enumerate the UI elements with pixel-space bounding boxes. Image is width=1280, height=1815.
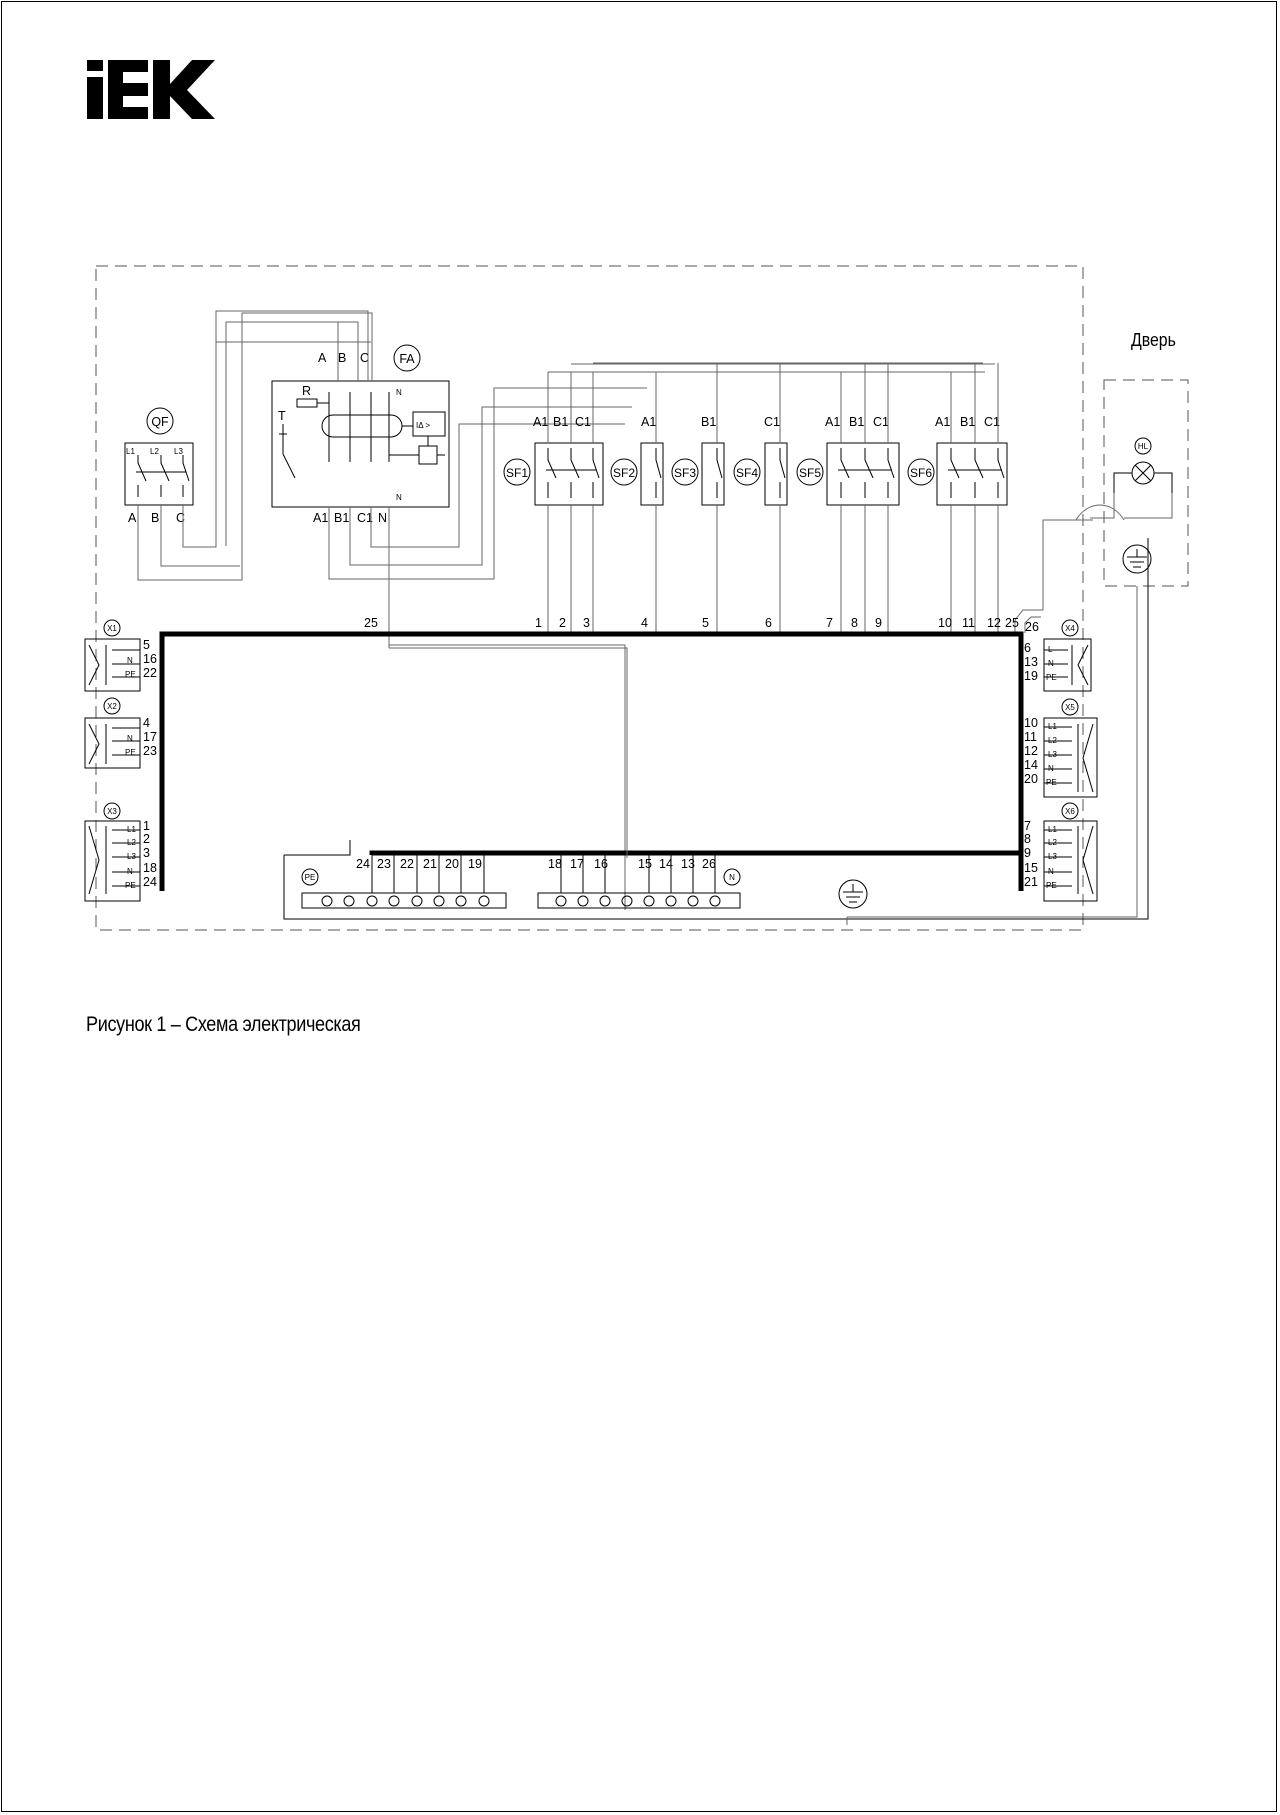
- svg-text:SF5: SF5: [798, 466, 822, 480]
- sf5-breaker: [797, 415, 899, 505]
- svg-text:L1: L1: [1048, 825, 1057, 834]
- svg-text:A1: A1: [533, 415, 549, 429]
- n-bar-label: N: [729, 873, 735, 882]
- svg-text:SF2: SF2: [612, 466, 636, 480]
- svg-text:N: N: [396, 388, 402, 397]
- svg-text:L2: L2: [127, 838, 136, 847]
- svg-text:3: 3: [583, 616, 590, 630]
- svg-text:L3: L3: [127, 852, 136, 861]
- ground-icon-door: [1123, 545, 1151, 573]
- svg-text:10: 10: [938, 616, 952, 630]
- svg-text:PE: PE: [1046, 778, 1057, 787]
- svg-text:N: N: [1048, 659, 1054, 668]
- lower-bus: [372, 853, 1021, 855]
- svg-text:8: 8: [851, 616, 858, 630]
- svg-text:X2: X2: [107, 702, 117, 711]
- svg-text:11: 11: [1024, 730, 1037, 744]
- terminal-rail: [284, 538, 1148, 919]
- svg-text:7: 7: [826, 616, 833, 630]
- sf2-breaker: [611, 415, 663, 505]
- svg-text:2: 2: [143, 832, 150, 846]
- svg-text:SF6: SF6: [909, 466, 933, 480]
- svg-text:9: 9: [875, 616, 882, 630]
- svg-text:L2: L2: [1048, 838, 1057, 847]
- svg-text:5: 5: [143, 638, 150, 652]
- svg-text:X4: X4: [1065, 624, 1075, 633]
- svg-text:26: 26: [1025, 620, 1039, 634]
- svg-text:4: 4: [143, 716, 150, 730]
- svg-text:18: 18: [143, 861, 157, 875]
- svg-text:C1: C1: [764, 415, 780, 429]
- svg-text:A: A: [128, 511, 137, 525]
- svg-text:L3: L3: [1048, 750, 1057, 759]
- svg-text:L: L: [1048, 645, 1053, 654]
- svg-text:PE: PE: [125, 748, 136, 757]
- svg-text:B1: B1: [334, 511, 350, 525]
- svg-text:N: N: [378, 511, 388, 525]
- svg-text:13: 13: [1024, 655, 1038, 669]
- door-outline: [1104, 380, 1188, 586]
- svg-text:A1: A1: [825, 415, 841, 429]
- cabinet-outline: [96, 266, 1083, 930]
- svg-text:13: 13: [681, 857, 695, 871]
- sf3-breaker: [672, 415, 724, 505]
- svg-text:C1: C1: [357, 511, 373, 525]
- svg-text:L1: L1: [127, 825, 136, 834]
- svg-text:12: 12: [1024, 744, 1038, 758]
- svg-text:23: 23: [377, 857, 391, 871]
- distribution-lines: [548, 363, 1093, 633]
- svg-text:16: 16: [594, 857, 608, 871]
- svg-text:R: R: [302, 384, 312, 398]
- svg-text:HL: HL: [1137, 442, 1149, 451]
- svg-text:N: N: [127, 867, 133, 876]
- door-label: Дверь: [1131, 330, 1176, 350]
- svg-text:X3: X3: [107, 807, 117, 816]
- socket-x6: [1024, 803, 1097, 901]
- svg-text:8: 8: [1024, 832, 1031, 846]
- svg-text:16: 16: [143, 652, 157, 666]
- svg-text:PE: PE: [1046, 673, 1057, 682]
- svg-text:22: 22: [143, 666, 157, 680]
- sf1-breaker: [504, 415, 603, 505]
- svg-text:L1: L1: [126, 447, 135, 456]
- svg-text:12: 12: [987, 616, 1001, 630]
- svg-text:SF3: SF3: [673, 466, 697, 480]
- svg-text:19: 19: [1024, 669, 1038, 683]
- svg-text:1: 1: [535, 616, 542, 630]
- svg-text:19: 19: [468, 857, 482, 871]
- qf-label: QF: [151, 415, 169, 429]
- svg-text:L3: L3: [174, 447, 183, 456]
- svg-text:L1: L1: [1048, 722, 1057, 731]
- svg-text:15: 15: [638, 857, 652, 871]
- svg-text:1: 1: [143, 819, 150, 833]
- svg-text:11: 11: [962, 616, 975, 630]
- svg-text:C: C: [360, 351, 370, 365]
- svg-text:SF1: SF1: [505, 466, 529, 480]
- svg-text:IΔ >: IΔ >: [416, 421, 431, 430]
- svg-text:22: 22: [400, 857, 414, 871]
- svg-text:C: C: [176, 511, 186, 525]
- svg-text:X5: X5: [1065, 703, 1075, 712]
- svg-text:PE: PE: [1046, 881, 1057, 890]
- svg-text:B1: B1: [701, 415, 717, 429]
- svg-text:17: 17: [143, 730, 157, 744]
- svg-text:2: 2: [559, 616, 566, 630]
- svg-text:C1: C1: [873, 415, 889, 429]
- sf6-breaker: [908, 415, 1007, 505]
- svg-text:3: 3: [143, 846, 150, 860]
- n-wire: [389, 645, 627, 858]
- pe-bar-label: PE: [304, 873, 316, 882]
- svg-text:B1: B1: [849, 415, 865, 429]
- figure-caption: Рисунок 1 – Схема электрическая: [86, 1013, 361, 1036]
- svg-text:26: 26: [702, 857, 716, 871]
- svg-text:18: 18: [548, 857, 562, 871]
- svg-text:A1: A1: [313, 511, 329, 525]
- svg-text:SF4: SF4: [735, 466, 759, 480]
- svg-text:PE: PE: [125, 670, 136, 679]
- svg-text:25: 25: [1005, 616, 1019, 630]
- svg-text:21: 21: [423, 857, 437, 871]
- ground-icon: [839, 880, 867, 908]
- svg-text:C1: C1: [984, 415, 1000, 429]
- svg-text:5: 5: [702, 616, 709, 630]
- svg-text:14: 14: [659, 857, 673, 871]
- svg-text:L3: L3: [1048, 852, 1057, 861]
- fa-rcd: [272, 345, 449, 525]
- svg-text:N: N: [1048, 867, 1054, 876]
- svg-text:17: 17: [570, 857, 584, 871]
- svg-text:6: 6: [765, 616, 772, 630]
- svg-text:15: 15: [1024, 861, 1038, 875]
- svg-text:7: 7: [1024, 819, 1031, 833]
- svg-text:B1: B1: [553, 415, 569, 429]
- svg-text:N: N: [127, 734, 133, 743]
- svg-text:25: 25: [364, 616, 378, 630]
- svg-text:N: N: [127, 656, 133, 665]
- svg-text:6: 6: [1024, 641, 1031, 655]
- svg-text:T: T: [278, 409, 286, 423]
- svg-text:B: B: [338, 351, 347, 365]
- svg-text:14: 14: [1024, 758, 1038, 772]
- svg-text:20: 20: [445, 857, 459, 871]
- svg-text:A1: A1: [935, 415, 951, 429]
- svg-text:N: N: [1048, 764, 1054, 773]
- svg-text:B1: B1: [960, 415, 976, 429]
- svg-text:20: 20: [1024, 772, 1038, 786]
- svg-text:A: A: [318, 351, 327, 365]
- svg-text:B: B: [151, 511, 160, 525]
- svg-text:A1: A1: [641, 415, 657, 429]
- svg-text:23: 23: [143, 744, 157, 758]
- sf4-breaker: [734, 415, 787, 505]
- svg-text:X1: X1: [107, 624, 117, 633]
- socket-x5: [1024, 699, 1097, 797]
- svg-text:L2: L2: [150, 447, 159, 456]
- svg-text:X6: X6: [1065, 807, 1075, 816]
- svg-text:L2: L2: [1048, 736, 1057, 745]
- wire-numbers-top: [364, 616, 1039, 634]
- svg-text:9: 9: [1024, 846, 1031, 860]
- fa-label: FA: [399, 352, 415, 366]
- svg-text:N: N: [396, 493, 402, 502]
- svg-text:4: 4: [641, 616, 648, 630]
- svg-text:PE: PE: [125, 881, 136, 890]
- svg-text:24: 24: [143, 875, 157, 889]
- svg-text:24: 24: [356, 857, 370, 871]
- svg-text:10: 10: [1024, 716, 1038, 730]
- svg-text:21: 21: [1024, 875, 1038, 889]
- svg-text:C1: C1: [575, 415, 591, 429]
